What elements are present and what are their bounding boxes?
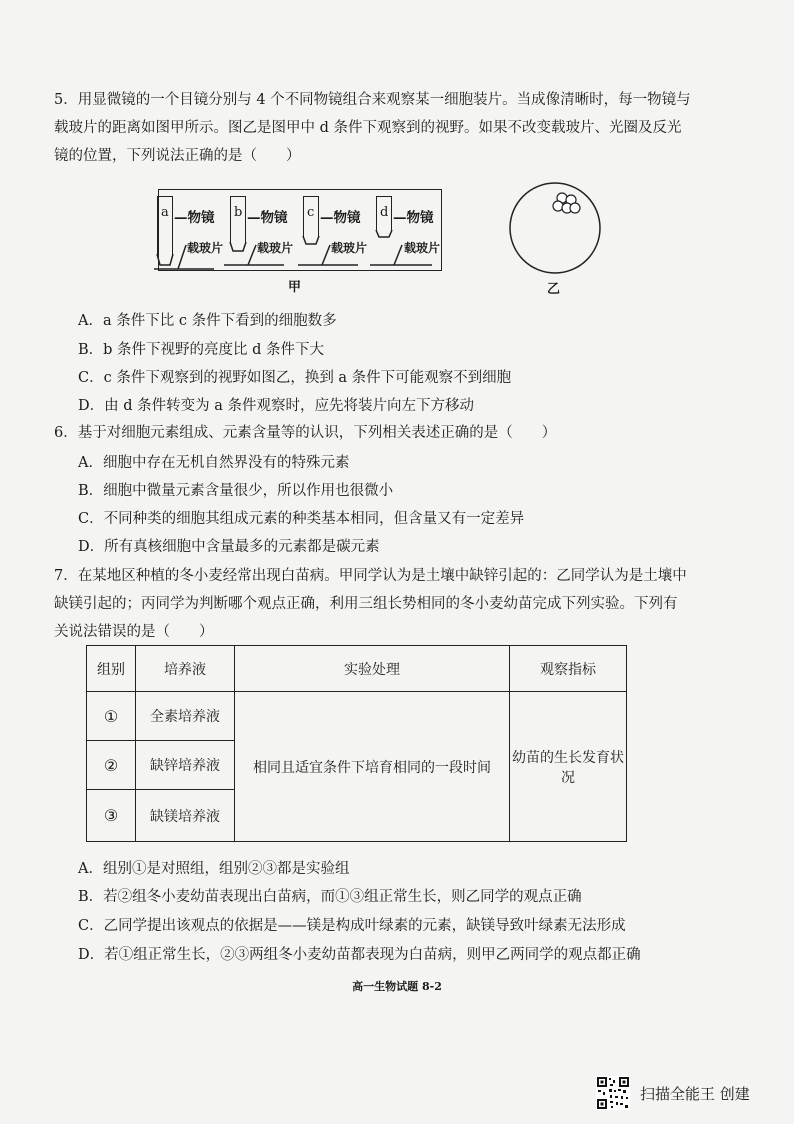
q7-option-a: A．组别①是对照组，组别②③都是实验组 xyxy=(78,861,350,877)
question-5-stem xyxy=(54,86,714,170)
objective-d-label: —物镜 xyxy=(393,210,434,226)
objective-b-letter: b xyxy=(234,205,243,220)
scanner-watermark: 扫描全能王 创建 xyxy=(640,1085,750,1103)
page-footer: 高一生物试题 8-2 xyxy=(352,980,442,993)
figure-b-caption: 乙 xyxy=(547,282,561,297)
qr-code-icon xyxy=(596,1076,630,1110)
header-solution: 培养液 xyxy=(136,646,235,692)
figure-b-field-of-view xyxy=(506,180,606,280)
q7-line-3: 关说法错误的是（ ） xyxy=(54,624,214,640)
question-6-stem: 6．基于对细胞元素组成、元素含量等的认识，下列相关表述正确的是（ ） xyxy=(54,425,557,441)
objective-b-label: —物镜 xyxy=(247,210,288,226)
figure-a-drawing xyxy=(150,185,450,275)
experiment-table xyxy=(86,645,627,842)
q5-option-b: B．b 条件下视野的亮度比 d 条件下大 xyxy=(78,342,325,358)
q6-option-d: D．所有真核细胞中含量最多的元素都是碳元素 xyxy=(78,539,380,555)
header-indicator: 观察指标 xyxy=(510,646,627,692)
figure-a-caption: 甲 xyxy=(288,280,302,295)
group-cell: ② xyxy=(87,741,136,790)
q6-option-a: A．细胞中存在无机自然界没有的特殊元素 xyxy=(78,455,350,471)
q5-option-c: C．c 条件下观察到的视野如图乙，换到 a 条件下可能观察不到细胞 xyxy=(78,370,512,386)
objective-c-label: —物镜 xyxy=(320,210,361,226)
q5-option-d: D．由 d 条件转变为 a 条件观察时，应先将装片向左下方移动 xyxy=(78,398,474,414)
group-cell: ① xyxy=(87,692,136,741)
q7-option-b: B．若②组冬小麦幼苗表现出白苗病，而①③组正常生长，则乙同学的观点正确 xyxy=(78,889,582,905)
q7-line-2: 缺镁引起的；丙同学为判断哪个观点正确，利用三组长势相同的冬小麦幼苗完成下列实验。下列有 xyxy=(54,596,678,612)
q7-line-1: 7．在某地区种植的冬小麦经常出现白苗病。甲同学认为是土壤中缺锌引起的：乙同学认为是土壤中 xyxy=(54,568,687,584)
objective-a-label: —物镜 xyxy=(174,210,215,226)
slide-label-d: 载玻片 xyxy=(404,241,441,255)
q7-option-d: D．若①组正常生长，②③两组冬小麦幼苗都表现为白苗病，则甲乙两同学的观点都正确 xyxy=(78,947,641,963)
slide-label-b: 载玻片 xyxy=(257,241,294,255)
q7-option-c: C．乙同学提出该观点的依据是——镁是构成叶绿素的元素，缺镁导致叶绿素无法形成 xyxy=(78,918,626,934)
solution-cell: 缺锌培养液 xyxy=(136,741,235,790)
treatment-cell: 相同且适宜条件下培育相同的一段时间 xyxy=(235,692,510,842)
slide-label-c: 载玻片 xyxy=(331,241,368,255)
objective-c-letter: c xyxy=(307,205,315,220)
header-group: 组别 xyxy=(87,646,136,692)
objective-a-letter: a xyxy=(161,205,169,220)
solution-cell: 缺镁培养液 xyxy=(136,790,235,842)
q5-line-2: 载玻片的距离如图甲所示。图乙是图甲中 d 条件下观察到的视野。如果不改变载玻片、光圈及反光 xyxy=(54,120,682,136)
header-treatment: 实验处理 xyxy=(235,646,510,692)
q5-line-1: 5．用显微镜的一个目镜分别与 4 个不同物镜组合来观察某一细胞装片。当成像清晰时，每一物镜与 xyxy=(54,92,691,108)
q6-option-c: C．不同种类的细胞其组成元素的种类基本相同，但含量又有一定差异 xyxy=(78,511,525,527)
indicator-cell: 幼苗的生长发育状况 xyxy=(510,692,627,842)
objective-d-letter: d xyxy=(380,205,389,220)
question-7-stem xyxy=(54,562,714,646)
group-cell: ③ xyxy=(87,790,136,842)
slide-label-a: 载玻片 xyxy=(187,241,224,255)
table-header-row xyxy=(87,646,627,692)
q5-option-a: A．a 条件下比 c 条件下看到的细胞数多 xyxy=(78,313,337,329)
solution-cell: 全素培养液 xyxy=(136,692,235,741)
table-row xyxy=(87,692,627,741)
q5-line-3: 镜的位置，下列说法正确的是（ ） xyxy=(54,148,301,164)
q6-option-b: B．细胞中微量元素含量很少，所以作用也很微小 xyxy=(78,483,394,499)
